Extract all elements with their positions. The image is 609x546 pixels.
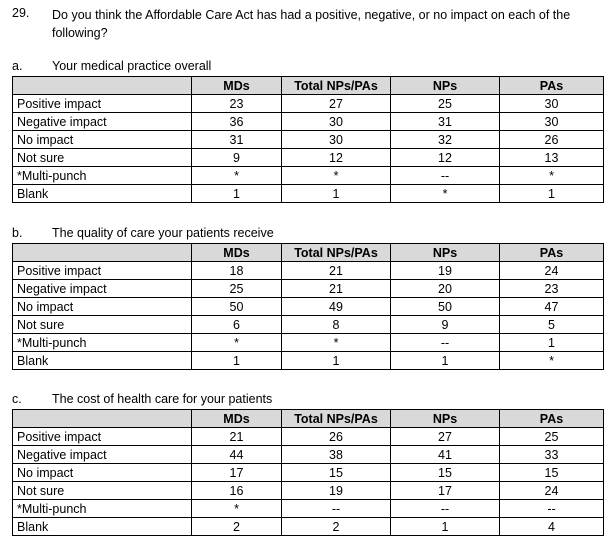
row-label: Negative impact bbox=[13, 280, 192, 298]
table-row bbox=[13, 167, 604, 185]
table-cell: * bbox=[500, 167, 604, 185]
table-cell: 33 bbox=[500, 446, 604, 464]
table-cell: 27 bbox=[391, 428, 500, 446]
table-cell: 12 bbox=[282, 149, 391, 167]
section-b-title: The quality of care your patients receive bbox=[52, 226, 274, 240]
table-cell: 17 bbox=[192, 464, 282, 482]
table-cell: 26 bbox=[282, 428, 391, 446]
table-cell: 1 bbox=[500, 334, 604, 352]
table-cell: 17 bbox=[391, 482, 500, 500]
table-header-row bbox=[13, 77, 604, 95]
row-label: Negative impact bbox=[13, 446, 192, 464]
row-label: Not sure bbox=[13, 149, 192, 167]
table-cell: 1 bbox=[192, 185, 282, 203]
table-cell: 30 bbox=[282, 113, 391, 131]
table-cell: 21 bbox=[282, 280, 391, 298]
table-cell: 26 bbox=[500, 131, 604, 149]
row-label: Blank bbox=[13, 352, 192, 370]
table-cell: 9 bbox=[192, 149, 282, 167]
table-header-row bbox=[13, 410, 604, 428]
table-cell: 1 bbox=[500, 185, 604, 203]
table-row bbox=[13, 298, 604, 316]
row-label: Blank bbox=[13, 185, 192, 203]
table-cell: 24 bbox=[500, 482, 604, 500]
row-label: Not sure bbox=[13, 482, 192, 500]
table-cell: -- bbox=[500, 500, 604, 518]
section-c-letter: c. bbox=[12, 392, 22, 406]
row-label: *Multi-punch bbox=[13, 167, 192, 185]
header-cell: Total NPs/PAs bbox=[282, 77, 391, 95]
table-cell: 1 bbox=[391, 518, 500, 536]
table-cell: 1 bbox=[282, 185, 391, 203]
table-row bbox=[13, 500, 604, 518]
row-label: Positive impact bbox=[13, 262, 192, 280]
header-cell bbox=[13, 410, 192, 428]
table-row bbox=[13, 464, 604, 482]
section-c-table bbox=[12, 409, 604, 536]
table-cell: 30 bbox=[282, 131, 391, 149]
table-cell: 24 bbox=[500, 262, 604, 280]
table-cell: 9 bbox=[391, 316, 500, 334]
table-cell: 1 bbox=[192, 352, 282, 370]
table-row bbox=[13, 280, 604, 298]
table-cell: * bbox=[282, 334, 391, 352]
table-row bbox=[13, 334, 604, 352]
table-cell: 13 bbox=[500, 149, 604, 167]
row-label: Negative impact bbox=[13, 113, 192, 131]
table-row bbox=[13, 262, 604, 280]
row-label: Not sure bbox=[13, 316, 192, 334]
table-cell: 25 bbox=[391, 95, 500, 113]
header-cell bbox=[13, 77, 192, 95]
table-cell: 23 bbox=[500, 280, 604, 298]
table-cell: * bbox=[391, 185, 500, 203]
table-row bbox=[13, 518, 604, 536]
table-cell: * bbox=[500, 352, 604, 370]
table-cell: 6 bbox=[192, 316, 282, 334]
table-cell: 1 bbox=[282, 352, 391, 370]
header-cell: MDs bbox=[192, 244, 282, 262]
table-cell: -- bbox=[391, 500, 500, 518]
table-cell: 2 bbox=[192, 518, 282, 536]
table-cell: 30 bbox=[500, 113, 604, 131]
table-cell: 50 bbox=[192, 298, 282, 316]
row-label: *Multi-punch bbox=[13, 334, 192, 352]
header-cell: MDs bbox=[192, 410, 282, 428]
table-cell: 49 bbox=[282, 298, 391, 316]
table-cell: 41 bbox=[391, 446, 500, 464]
header-cell: NPs bbox=[391, 244, 500, 262]
table-cell: 20 bbox=[391, 280, 500, 298]
table-cell: * bbox=[192, 500, 282, 518]
section-b-letter: b. bbox=[12, 226, 23, 240]
table-cell: -- bbox=[282, 500, 391, 518]
header-cell: MDs bbox=[192, 77, 282, 95]
table-cell: 31 bbox=[391, 113, 500, 131]
table-row bbox=[13, 149, 604, 167]
table-cell: 47 bbox=[500, 298, 604, 316]
table-cell: * bbox=[282, 167, 391, 185]
row-label: Blank bbox=[13, 518, 192, 536]
table-row bbox=[13, 131, 604, 149]
table-cell: 32 bbox=[391, 131, 500, 149]
header-cell: NPs bbox=[391, 77, 500, 95]
table-cell: * bbox=[192, 167, 282, 185]
table-cell: 1 bbox=[391, 352, 500, 370]
table-header-row bbox=[13, 244, 604, 262]
table-cell: 18 bbox=[192, 262, 282, 280]
section-a-letter: a. bbox=[12, 59, 23, 73]
table-cell: 15 bbox=[500, 464, 604, 482]
table-cell: 4 bbox=[500, 518, 604, 536]
question-number: 29. bbox=[12, 6, 30, 20]
table-cell: 19 bbox=[282, 482, 391, 500]
table-cell: 25 bbox=[192, 280, 282, 298]
section-a-table bbox=[12, 76, 604, 203]
table-cell: 44 bbox=[192, 446, 282, 464]
row-label: Positive impact bbox=[13, 428, 192, 446]
header-cell: PAs bbox=[500, 77, 604, 95]
table-cell: 8 bbox=[282, 316, 391, 334]
table-row bbox=[13, 482, 604, 500]
table-cell: -- bbox=[391, 334, 500, 352]
table-row bbox=[13, 95, 604, 113]
header-cell: NPs bbox=[391, 410, 500, 428]
table-row bbox=[13, 113, 604, 131]
table-cell: 16 bbox=[192, 482, 282, 500]
table-row bbox=[13, 185, 604, 203]
question-text: Do you think the Affordable Care Act has had a positive, negative, or no impact on each of the following? bbox=[52, 8, 571, 40]
row-label: Positive impact bbox=[13, 95, 192, 113]
section-c-title: The cost of health care for your patients bbox=[52, 392, 273, 406]
table-cell: 21 bbox=[192, 428, 282, 446]
table-cell: 15 bbox=[391, 464, 500, 482]
table-cell: 38 bbox=[282, 446, 391, 464]
row-label: *Multi-punch bbox=[13, 500, 192, 518]
table-cell: 21 bbox=[282, 262, 391, 280]
header-cell: PAs bbox=[500, 244, 604, 262]
table-row bbox=[13, 446, 604, 464]
table-cell: -- bbox=[391, 167, 500, 185]
table-cell: 31 bbox=[192, 131, 282, 149]
header-cell: Total NPs/PAs bbox=[282, 410, 391, 428]
row-label: No impact bbox=[13, 298, 192, 316]
row-label: No impact bbox=[13, 464, 192, 482]
table-row bbox=[13, 316, 604, 334]
table-row bbox=[13, 428, 604, 446]
table-cell: 30 bbox=[500, 95, 604, 113]
header-cell: Total NPs/PAs bbox=[282, 244, 391, 262]
table-cell: 12 bbox=[391, 149, 500, 167]
table-cell: 2 bbox=[282, 518, 391, 536]
table-cell: 19 bbox=[391, 262, 500, 280]
table-row bbox=[13, 352, 604, 370]
table-cell: 36 bbox=[192, 113, 282, 131]
section-a-title: Your medical practice overall bbox=[52, 59, 212, 73]
header-cell: PAs bbox=[500, 410, 604, 428]
table-cell: 27 bbox=[282, 95, 391, 113]
table-cell: 50 bbox=[391, 298, 500, 316]
table-cell: 5 bbox=[500, 316, 604, 334]
table-cell: * bbox=[192, 334, 282, 352]
table-cell: 25 bbox=[500, 428, 604, 446]
row-label: No impact bbox=[13, 131, 192, 149]
section-b-table bbox=[12, 243, 604, 370]
table-cell: 15 bbox=[282, 464, 391, 482]
table-cell: 23 bbox=[192, 95, 282, 113]
header-cell bbox=[13, 244, 192, 262]
